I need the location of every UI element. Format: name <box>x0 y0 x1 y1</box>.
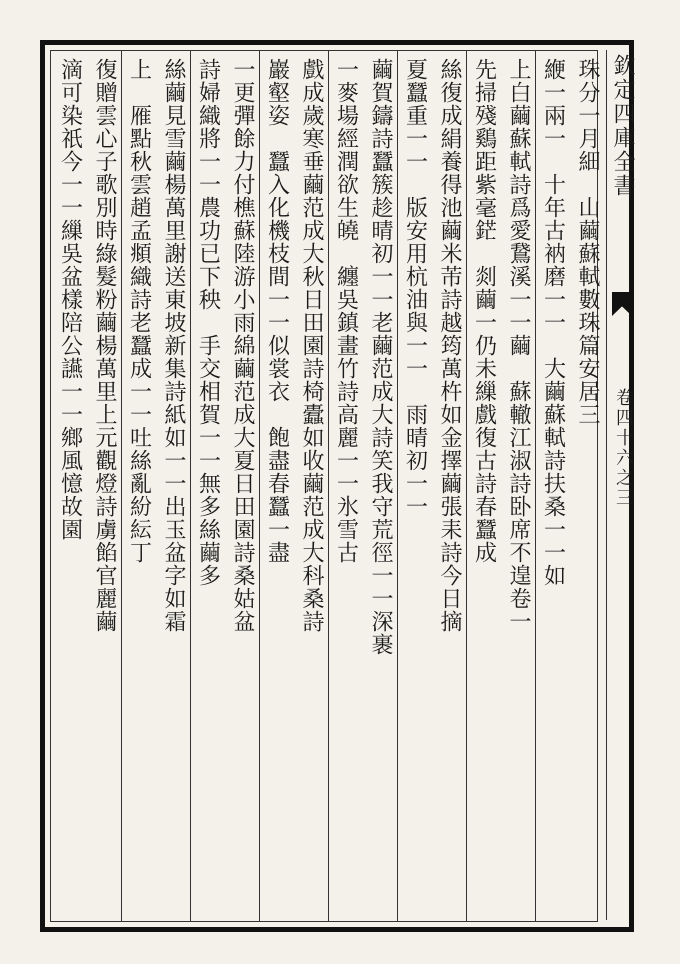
text-column: 緶一兩一 十年古衲磨一一 大繭蘇軾詩扶桑一一如 <box>540 58 566 587</box>
text-column: 珠分一月細 山繭蘇軾數珠篇安居三 <box>575 58 600 426</box>
text-column: 滴可染祇今一一繅吳盆樣陪公讌一一鄉風憶故園 <box>57 58 83 541</box>
text-column: 繭賀鑄詩蠶簇趁晴初一一老繭范成大詩笑我守荒徑一一深裹 <box>368 58 393 656</box>
column-rule <box>535 50 536 922</box>
text-column: 絲復成絹養得池繭米芾詩越筠萬杵如金擇繭張耒詩今日摘 <box>437 58 462 633</box>
text-column: 先掃殘鷄距紫毫鋩 剡繭一仍未繅戲復古詩春蠶成 <box>471 58 497 564</box>
banner-title: 欽定四庫全書 <box>610 54 635 198</box>
banner-volume: 卷四十六之三 <box>613 388 634 508</box>
text-column: 一麥場經潤欲生皢 纏吳鎮畫竹詩高麗一一氷雪古 <box>333 58 359 564</box>
text-column: 絲繭見雪繭楊萬里謝送東坡新集詩紙如一一出玉盆字如霜 <box>161 58 186 633</box>
column-rule <box>190 50 191 922</box>
column-rule <box>328 50 329 922</box>
text-column: 戲成歲寒垂繭范成大秋日田園詩椅蠹如收繭范成大科桑詩 <box>299 58 324 633</box>
text-column: 復贈雲心子歌別時綠髮粉繭楊萬里上元觀燈詩虜餡官麗繭 <box>92 58 117 633</box>
column-rule <box>259 50 260 922</box>
text-column: 詩婦織將一一農功已下秧 手交相賀一一無多絲繭多 <box>195 58 221 587</box>
text-column: 巖壑姿 蠶入化機枝間一一似裳衣 飽盡春蠶一盡 <box>264 58 290 564</box>
text-column: 上 雁點秋雲趙孟頫織詩老蠶成一一吐絲亂紛紜丁 <box>126 58 152 564</box>
column-rule <box>121 50 122 922</box>
text-column: 夏蠶重一一 版安用杭油與一一 雨晴初一一 <box>402 58 428 518</box>
text-column: 一更彈餘力付樵蘇陸游小雨綿繭范成大夏日田園詩桑姑盆 <box>230 58 255 633</box>
column-rule <box>397 50 398 922</box>
text-column: 上白繭蘇軾詩爲愛鵞溪一一繭 蘇轍江淑詩卧席不遑卷一 <box>506 58 531 633</box>
column-rule <box>466 50 467 922</box>
